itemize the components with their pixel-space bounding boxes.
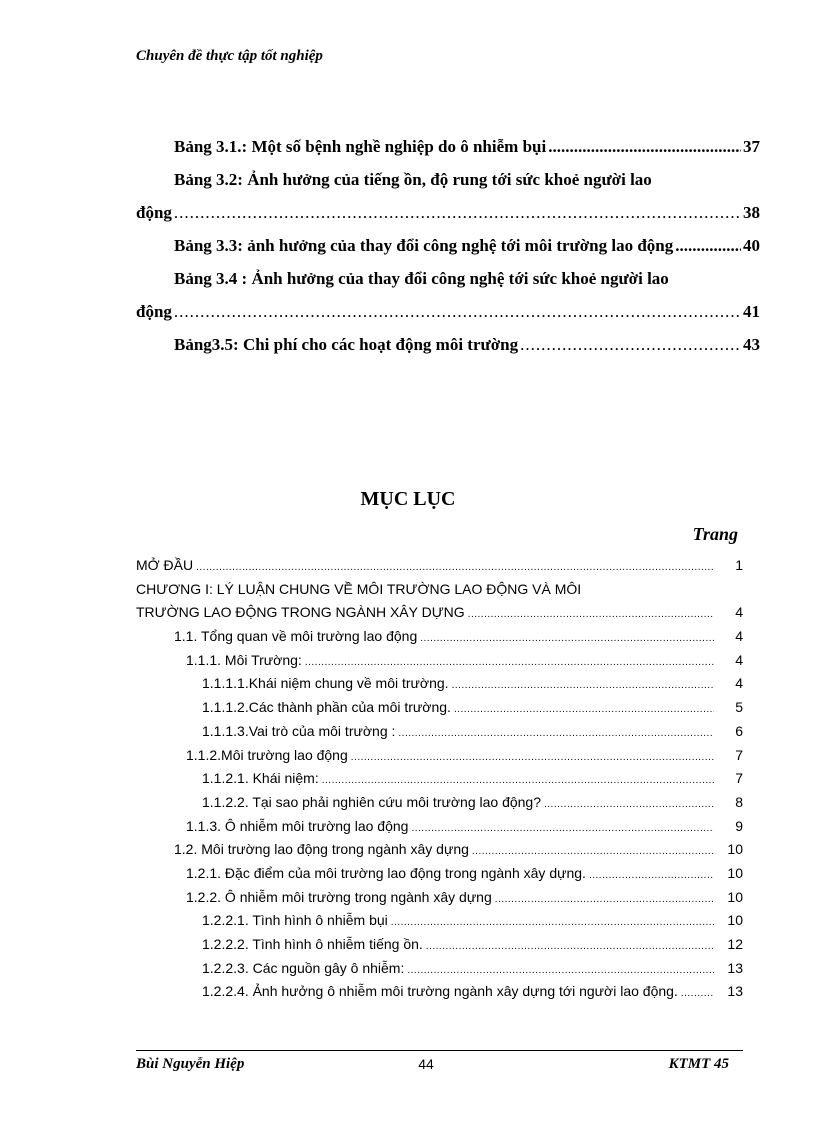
table-entry-3-2-line2 [136, 196, 760, 229]
toc-entry: 1.2.2.2. Tình hình ô nhiễm tiếng ồn. ..... 12 [136, 933, 743, 957]
table-entry-3-1 [136, 130, 760, 163]
table-entry-page: 40 [743, 236, 760, 255]
table-entry-label-cont: động [136, 302, 172, 321]
toc-entry: 1.1.2.2. Tại sao phải nghiên cứu môi trường lao động? ..... 8 [136, 791, 743, 815]
table-entry-label: Bảng 3.1.: Một số bệnh nghề nghiệp do ô nhiễm bụi [174, 137, 547, 156]
toc-page-header: Trang [692, 524, 738, 544]
table-entry-label: Bảng 3.3: ảnh hưởng của thay đổi công nghệ tới môi trường lao động [174, 236, 674, 255]
leader-dots [520, 328, 741, 361]
toc-title: MỤC LỤC [360, 488, 456, 510]
page-header: Chuyên đề thực tập tốt nghiệp [136, 48, 323, 64]
table-entry-3-2-line1 [136, 163, 760, 196]
toc-entry: TRƯỜNG LAO ĐỘNG TRONG NGÀNH XÂY DỰNG ..... 4 [136, 601, 743, 625]
table-entry-label-cont: động [136, 203, 172, 222]
footer-author: Bùi Nguyễn Hiệp [136, 1056, 245, 1072]
toc-entry: 1.2.2.4. Ảnh hưởng ô nhiễm môi trường ngành xây dựng tới người lao động. ..... 13 [136, 980, 743, 1004]
toc-entry: 1.1.1.1.Khái niệm chung về môi trường. ..... 4 [136, 672, 743, 696]
toc-entry: 1.1. Tổng quan về môi trường lao động ..... 4 [136, 625, 743, 649]
leader-dots [174, 196, 741, 229]
toc-entry: 1.2.2.3. Các nguồn gây ô nhiễm: ..... 13 [136, 957, 743, 981]
table-entry-page: 37 [743, 137, 760, 156]
toc-entry: 1.2.2. Ô nhiễm môi trường trong ngành xây dựng ..... 10 [136, 886, 743, 910]
table-entry-page: 41 [743, 302, 760, 321]
footer-class: KTMT 45 [668, 1056, 729, 1072]
tables-list [136, 130, 760, 361]
table-entry-page: 43 [743, 335, 760, 354]
table-of-contents [136, 554, 743, 1004]
toc-entry: 1.1.1.3.Vai trò của môi trường : ..... 6 [136, 720, 743, 744]
table-entry-label: Bảng 3.2: Ảnh hưởng của tiếng ồn, độ rung tới sức khoẻ người lao [174, 170, 652, 189]
table-entry-3-4-line1 [136, 262, 760, 295]
toc-entry: 1.2. Môi trường lao động trong ngành xây dựng ..... 10 [136, 838, 743, 862]
toc-entry: 1.1.2.Môi trường lao động ..... 7 [136, 744, 743, 768]
leader-dots [675, 229, 741, 262]
table-entry-label: Bảng3.5: Chi phí cho các hoạt động môi trường [174, 335, 519, 354]
table-entry-label: Bảng 3.4 : Ảnh hưởng của thay đổi công nghệ tới sức khoẻ người lao [174, 269, 669, 288]
toc-entry: 1.2.2.1. Tình hình ô nhiễm bụi ..... 10 [136, 909, 743, 933]
footer-divider [136, 1050, 743, 1051]
toc-entry: MỞ ĐẦU ..... 1 [136, 554, 743, 578]
table-entry-3-3 [136, 229, 760, 262]
leader-dots [548, 130, 741, 163]
footer-page-number: 44 [418, 1056, 434, 1072]
table-entry-3-5 [136, 328, 760, 361]
leader-dots [174, 295, 741, 328]
table-entry-3-4-line2 [136, 295, 760, 328]
toc-entry: 1.1.1. Môi Trường: ..... 4 [136, 649, 743, 673]
toc-entry: 1.1.1.2.Các thành phần của môi trường. ..... 5 [136, 696, 743, 720]
toc-chapter-line1: CHƯƠNG I: LÝ LUẬN CHUNG VỀ MÔI TRƯỜNG LAO ĐỘNG VÀ MÔI [136, 580, 582, 597]
toc-entry: 1.1.2.1. Khái niệm: ..... 7 [136, 767, 743, 791]
toc-entry: 1.1.3. Ô nhiễm môi trường lao động ..... 9 [136, 815, 743, 839]
page-footer [136, 1056, 743, 1076]
table-entry-page: 38 [743, 203, 760, 222]
toc-entry: 1.2.1. Đặc điểm của môi trường lao động trong ngành xây dựng. ..... 10 [136, 862, 743, 886]
